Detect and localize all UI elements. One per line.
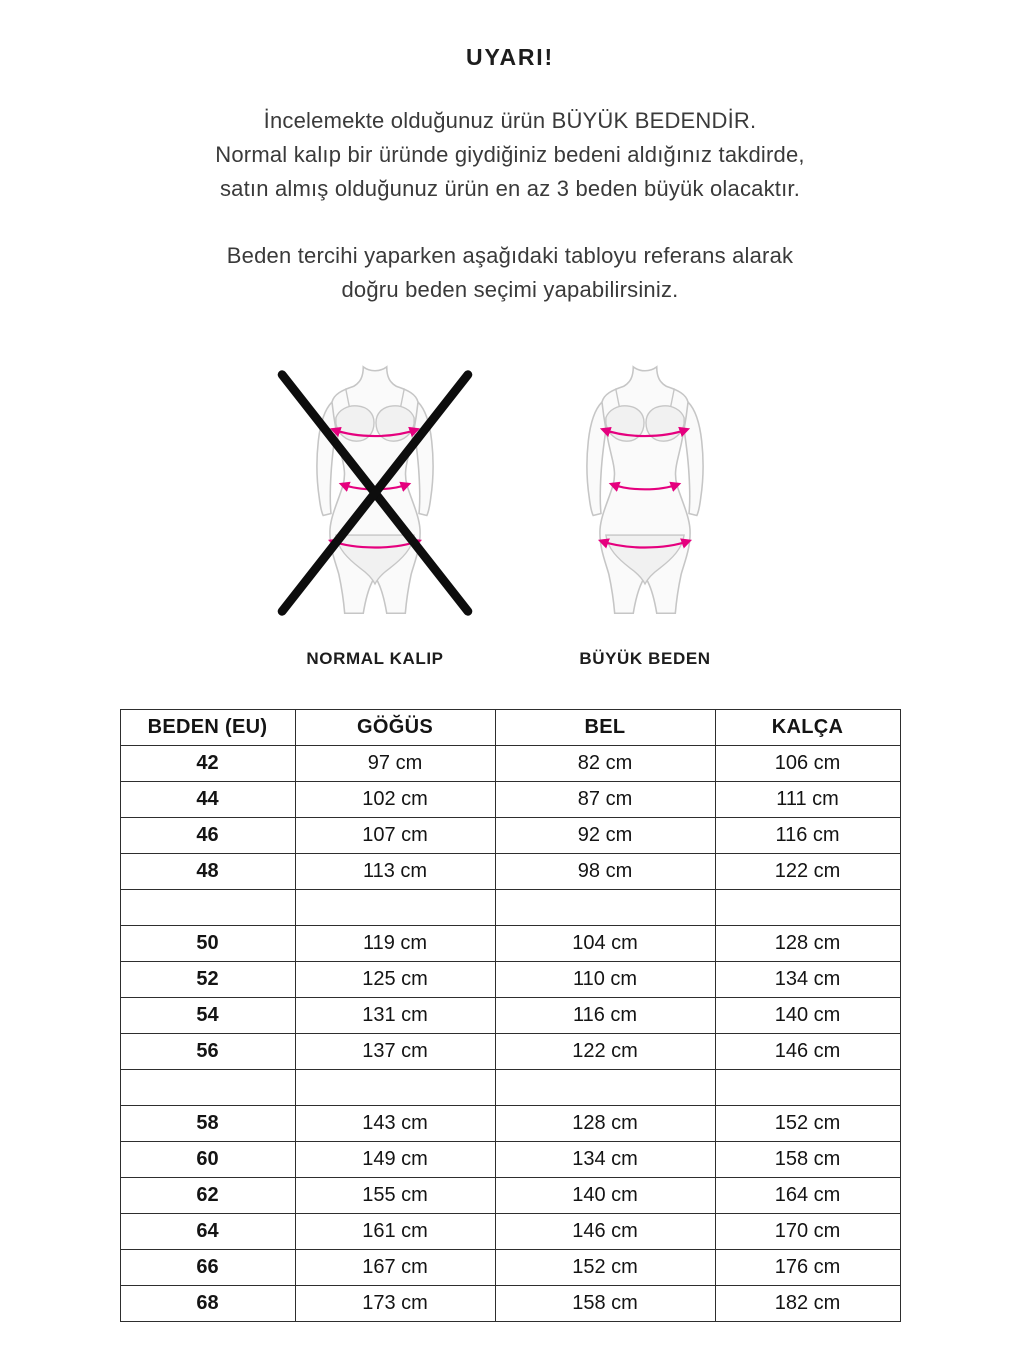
measurement-cell: 146 cm [495, 1214, 715, 1250]
intro-line: İncelemekte olduğunuz ürün BÜYÜK BEDENDİR. [263, 108, 757, 133]
measurement-cell: 173 cm [295, 1286, 495, 1322]
measurement-cell: 182 cm [715, 1286, 900, 1322]
measurement-cell: 146 cm [715, 1034, 900, 1070]
column-header: BEL [495, 710, 715, 746]
measurement-cell: 92 cm [495, 818, 715, 854]
measurement-cell: 161 cm [295, 1214, 495, 1250]
measurement-cell: 122 cm [715, 854, 900, 890]
column-header: KALÇA [715, 710, 900, 746]
size-row [120, 1106, 900, 1142]
size-cell: 50 [120, 926, 295, 962]
measurement-cell: 116 cm [495, 998, 715, 1034]
size-row [120, 1250, 900, 1286]
measurement-cell: 82 cm [495, 746, 715, 782]
size-cell: 66 [120, 1250, 295, 1286]
measurement-cell: 143 cm [295, 1106, 495, 1142]
measurement-cell [715, 1070, 900, 1106]
plus-size-figure [545, 361, 745, 625]
size-cell: 60 [120, 1142, 295, 1178]
column-header: GÖĞÜS [295, 710, 495, 746]
measurement-cell: 176 cm [715, 1250, 900, 1286]
size-cell: 46 [120, 818, 295, 854]
size-table-header-row [120, 710, 900, 746]
measurement-cell: 111 cm [715, 782, 900, 818]
measurement-cell: 170 cm [715, 1214, 900, 1250]
measurement-cell: 122 cm [495, 1034, 715, 1070]
size-table [120, 709, 901, 1322]
size-cell [120, 890, 295, 926]
measurement-cell: 167 cm [295, 1250, 495, 1286]
measurement-cell: 140 cm [715, 998, 900, 1034]
measurement-cell: 137 cm [295, 1034, 495, 1070]
measurement-cell: 119 cm [295, 926, 495, 962]
size-row [120, 782, 900, 818]
size-cell: 68 [120, 1286, 295, 1322]
measurement-cell [295, 1070, 495, 1106]
size-row [120, 926, 900, 962]
intro-line: Normal kalıp bir üründe giydiğiniz bedeni aldığınız takdirde, [215, 142, 805, 167]
measurement-cell: 131 cm [295, 998, 495, 1034]
normal-fit-label: NORMAL KALIP [306, 649, 444, 668]
measurement-cell: 106 cm [715, 746, 900, 782]
size-cell: 64 [120, 1214, 295, 1250]
measurement-cell [495, 1070, 715, 1106]
plus-size-label: BÜYÜK BEDEN [579, 649, 711, 668]
size-row [120, 998, 900, 1034]
measurement-cell [715, 890, 900, 926]
size-row [120, 962, 900, 998]
note-paragraph [0, 239, 1020, 307]
normal-fit-figure-block [275, 361, 475, 669]
measurement-cell [495, 890, 715, 926]
column-header: BEDEN (EU) [120, 710, 295, 746]
measurement-cell: 116 cm [715, 818, 900, 854]
measurement-cell: 158 cm [495, 1286, 715, 1322]
size-row [120, 1034, 900, 1070]
size-row [120, 746, 900, 782]
measurement-cell: 128 cm [495, 1106, 715, 1142]
measurement-cell: 134 cm [715, 962, 900, 998]
spacer-row [120, 1070, 900, 1106]
size-cell: 44 [120, 782, 295, 818]
size-cell: 54 [120, 998, 295, 1034]
normal-fit-figure [275, 361, 475, 625]
size-cell [120, 1070, 295, 1106]
measurement-cell: 98 cm [495, 854, 715, 890]
size-cell: 62 [120, 1178, 295, 1214]
size-cell: 56 [120, 1034, 295, 1070]
size-cell: 58 [120, 1106, 295, 1142]
measurement-cell: 97 cm [295, 746, 495, 782]
measurement-cell: 158 cm [715, 1142, 900, 1178]
size-row [120, 854, 900, 890]
measurement-cell: 104 cm [495, 926, 715, 962]
measurement-cell: 87 cm [495, 782, 715, 818]
measurement-cell: 102 cm [295, 782, 495, 818]
size-cell: 48 [120, 854, 295, 890]
measurement-cell: 152 cm [715, 1106, 900, 1142]
measurement-cell: 125 cm [295, 962, 495, 998]
spacer-row [120, 890, 900, 926]
measurement-cell: 155 cm [295, 1178, 495, 1214]
size-row [120, 818, 900, 854]
intro-paragraph [0, 104, 1020, 206]
measurement-cell: 152 cm [495, 1250, 715, 1286]
plus-size-figure-block [545, 361, 745, 669]
size-table-body [120, 746, 900, 1322]
size-row [120, 1142, 900, 1178]
size-cell: 52 [120, 962, 295, 998]
measurement-cell: 128 cm [715, 926, 900, 962]
measurement-cell: 110 cm [495, 962, 715, 998]
size-cell: 42 [120, 746, 295, 782]
size-row [120, 1178, 900, 1214]
figures-row [0, 361, 1020, 669]
measurement-cell: 107 cm [295, 818, 495, 854]
measurement-cell [295, 890, 495, 926]
measurement-cell: 134 cm [495, 1142, 715, 1178]
note-line: Beden tercihi yaparken aşağıdaki tabloyu referans alarak [226, 243, 794, 268]
measurement-cell: 149 cm [295, 1142, 495, 1178]
size-row [120, 1214, 900, 1250]
measurement-cell: 164 cm [715, 1178, 900, 1214]
note-line: doğru beden seçimi yapabilirsiniz. [341, 277, 679, 302]
size-row [120, 1286, 900, 1322]
warning-title: UYARI! [466, 44, 554, 70]
measurement-cell: 113 cm [295, 854, 495, 890]
measurement-cell: 140 cm [495, 1178, 715, 1214]
intro-line: satın almış olduğunuz ürün en az 3 beden büyük olacaktır. [219, 176, 801, 201]
